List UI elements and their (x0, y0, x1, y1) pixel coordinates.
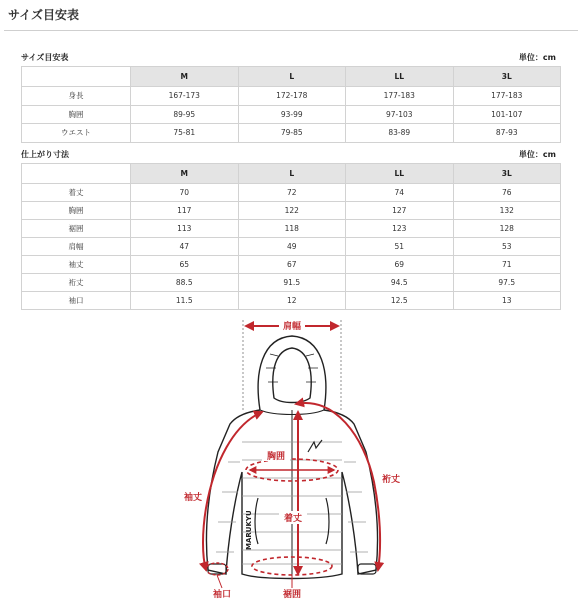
title-divider (4, 30, 578, 31)
table-cell: 69 (346, 256, 454, 274)
row-label: 胸囲 (22, 105, 131, 124)
brand-logo-text: MARUKYU (245, 510, 253, 550)
row-label: 着丈 (22, 184, 131, 202)
row-label: 胸囲 (22, 202, 131, 220)
table-cell: 117 (131, 202, 239, 220)
table-cell: 128 (453, 220, 561, 238)
chest-label: 胸囲 (266, 452, 286, 462)
column-header: M (131, 67, 239, 87)
page-title: サイズ目安表 (8, 8, 80, 22)
size-guide-table (21, 66, 561, 143)
table-cell: 72 (238, 184, 346, 202)
table-cell: 123 (346, 220, 454, 238)
table-cell: 101-107 (453, 105, 561, 124)
table-row (22, 256, 561, 274)
table-row (22, 292, 561, 310)
table-cell: 75-81 (131, 124, 239, 143)
table-cell: 87-93 (453, 124, 561, 143)
table-cell: 76 (453, 184, 561, 202)
table-row (22, 220, 561, 238)
table-row (22, 124, 561, 143)
table-row (22, 87, 561, 106)
table-row (22, 274, 561, 292)
table-row (22, 238, 561, 256)
column-header: 3L (453, 67, 561, 87)
table-cell: 97-103 (346, 105, 454, 124)
table-cell: 47 (131, 238, 239, 256)
table-cell: 127 (346, 202, 454, 220)
table-cell: 51 (346, 238, 454, 256)
yuki-length-label: 裄丈 (382, 475, 401, 485)
table-cell: 88.5 (131, 274, 239, 292)
jacket-measurement-diagram (150, 312, 430, 600)
size-guide-unit: 単位：cm (518, 53, 556, 62)
table-cell: 93-99 (238, 105, 346, 124)
table-cell: 67 (238, 256, 346, 274)
row-label: ウエスト (22, 124, 131, 143)
table-row (22, 184, 561, 202)
row-label: 袖丈 (22, 256, 131, 274)
row-label: 身長 (22, 87, 131, 106)
table-cell: 83-89 (346, 124, 454, 143)
jacket-hood (258, 336, 326, 410)
table-cell: 122 (238, 202, 346, 220)
table-cell: 132 (453, 202, 561, 220)
finished-size-title: 仕上がり寸法 (21, 150, 69, 159)
table-cell: 65 (131, 256, 239, 274)
row-label: 裄丈 (22, 274, 131, 292)
header-blank (22, 164, 131, 184)
table-cell: 79-85 (238, 124, 346, 143)
yuki-length-arrow (296, 403, 380, 570)
row-label: 袖口 (22, 292, 131, 310)
header-blank (22, 67, 131, 87)
column-header: LL (346, 164, 454, 184)
sleeve-length-label: 袖丈 (183, 493, 202, 503)
column-header: L (238, 164, 346, 184)
table-cell: 13 (453, 292, 561, 310)
size-guide-title: サイズ目安表 (21, 53, 69, 62)
table-cell: 167-173 (131, 87, 239, 106)
table-cell: 12 (238, 292, 346, 310)
table-cell: 49 (238, 238, 346, 256)
body-length-label: 着丈 (283, 514, 303, 524)
table-row (22, 202, 561, 220)
table-cell: 74 (346, 184, 454, 202)
table-cell: 172-178 (238, 87, 346, 106)
table-cell: 97.5 (453, 274, 561, 292)
table-row (22, 105, 561, 124)
table-cell: 177-183 (453, 87, 561, 106)
column-header: L (238, 67, 346, 87)
table-header-row (22, 67, 561, 87)
table-cell: 12.5 (346, 292, 454, 310)
table-cell: 91.5 (238, 274, 346, 292)
finished-size-table (21, 163, 561, 310)
table-cell: 177-183 (346, 87, 454, 106)
cuff-label: 袖口 (212, 590, 232, 600)
table-cell: 118 (238, 220, 346, 238)
table-cell: 113 (131, 220, 239, 238)
cuff-leader-line (217, 575, 222, 588)
column-header: M (131, 164, 239, 184)
table-cell: 71 (453, 256, 561, 274)
table-cell: 94.5 (346, 274, 454, 292)
table-cell: 11.5 (131, 292, 239, 310)
row-label: 裾囲 (22, 220, 131, 238)
column-header: 3L (453, 164, 561, 184)
finished-size-unit: 単位：cm (518, 150, 556, 159)
table-cell: 53 (453, 238, 561, 256)
sleeve-length-arrow (203, 412, 262, 570)
jacket-body (206, 410, 377, 579)
row-label: 肩幅 (22, 238, 131, 256)
column-header: LL (346, 67, 454, 87)
hem-label: 裾囲 (282, 590, 302, 600)
shoulder-width-label: 肩幅 (282, 322, 302, 332)
table-header-row (22, 164, 561, 184)
table-cell: 89-95 (131, 105, 239, 124)
table-cell: 70 (131, 184, 239, 202)
